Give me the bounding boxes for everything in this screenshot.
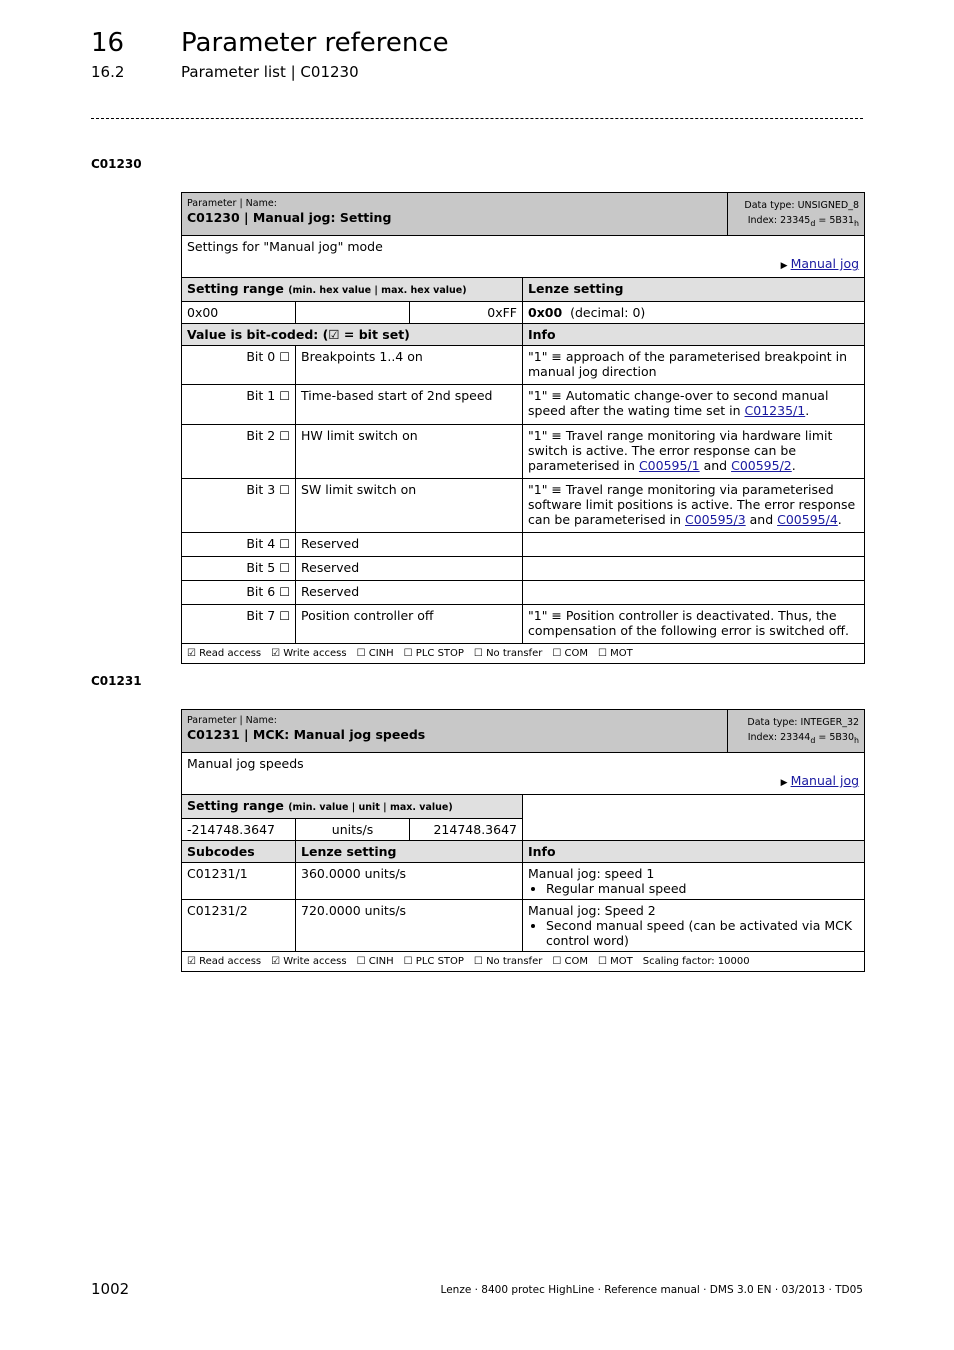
subcode-row [182,900,865,952]
param-name: C01231 | MCK: Manual jog speeds [187,727,426,742]
description-row [182,753,865,795]
checkbox-icon: ☐ [279,561,290,575]
subcode-lenze: 360.0000 units/s [296,863,523,900]
param-name-label: Parameter | Name: [187,198,277,209]
subcode-info-title: Manual jog: speed 1 [528,866,655,881]
bullet-item: • Regular manual speed [546,881,859,896]
page-number: 1002 [91,1280,130,1298]
subcode: C01231/1 [182,863,296,900]
setting-range-header: Setting range (min. hex value | max. hex value) Lenze setting [182,278,865,302]
bit-label: Bit 4 [246,536,276,551]
access-footer [182,644,865,664]
access-flag: ☐ MOT [597,956,633,967]
bit-row [182,581,865,605]
param-link[interactable]: C00595/4 [777,512,838,527]
subcode-lenze: 720.0000 units/s [296,900,523,952]
bit-name: Reserved [296,557,523,581]
subcode-info [523,863,865,900]
bit-name: SW limit switch on [296,479,523,533]
access-flag: ☐ PLC STOP [403,648,464,659]
access-flag: ☐ CINH [356,648,394,659]
bit-number [182,533,296,557]
access-flag: ☑ Read access [187,956,262,967]
header-divider [91,118,863,119]
bit-name: Reserved [296,533,523,557]
col-info: Info [523,841,865,863]
range-min: 0x00 [182,302,296,324]
bit-name: Time-based start of 2nd speed [296,385,523,425]
param-index: Index: $23344_d = 5B30_h$ [747,732,860,745]
bit-info: "1" ≡ Position controller is deactivated. Thus, the compensation of the following error is switched off. [523,605,865,644]
access-flag: ☑ Read access [187,648,262,659]
param-name-label: Parameter | Name: [187,715,277,726]
param-header [182,710,865,753]
anchor-c01231: C01231 [91,674,142,688]
anchor-c01230: C01230 [91,157,142,171]
bit-name: Breakpoints 1..4 on [296,346,523,385]
bit-number [182,557,296,581]
bit-info: "1" ≡ approach of the parameterised breakpoint in manual jog direction [523,346,865,385]
range-unit: units/s [296,819,410,841]
bit-label: Bit 1 [246,388,276,403]
param-link[interactable]: C00595/1 [638,458,700,473]
bit-label: Bit 2 [246,428,276,443]
bit-label: Bit 7 [246,608,276,623]
param-header [182,193,865,236]
access-flag: ☑ Write access [271,956,347,967]
access-flag: ☐ No transfer [473,648,543,659]
access-flag: ☑ Write access [271,648,347,659]
bit-row [182,479,865,533]
access-flag: ☐ CINH [356,956,394,967]
checkbox-icon: ☐ [279,609,290,623]
access-flag: ☐ MOT [597,648,633,659]
bit-number [182,425,296,479]
section-number: 16.2 [91,63,125,81]
access-flag: ☐ COM [552,648,588,659]
access-flag: ☐ PLC STOP [403,956,464,967]
lenze-setting-label: Lenze setting [523,278,865,302]
param-table-c01231 [181,709,865,972]
bit-info [523,581,865,605]
bit-number [182,605,296,644]
bit-name: Reserved [296,581,523,605]
range-max: 214748.3647 [410,819,523,841]
data-type: Data type: UNSIGNED_8 [744,200,860,211]
lenze-value: 0x00 (decimal: 0) [523,302,865,324]
bit-row [182,557,865,581]
bit-number [182,581,296,605]
subcode-bullets [528,918,859,948]
setting-range-row [182,302,865,324]
range-max: 0xFF [410,302,523,324]
param-link[interactable]: C00595/3 [684,512,746,527]
range-min: -214748.3647 [182,819,296,841]
setting-range-header: Setting range (min. value | unit | max. value) [182,795,865,819]
description-row [182,236,865,278]
param-description: Manual jog speeds [187,756,304,771]
col-lenze: Lenze setting [296,841,523,863]
chapter-title: Parameter reference [181,28,449,58]
arrow-right-icon: ▶ [780,261,788,271]
bullet-item: • Second manual speed (can be activated via MCK control word) [546,918,859,948]
bitcoded-label: Value is bit-coded: (☑ = bit set) [182,324,523,346]
subcode-info [523,900,865,952]
bit-info [523,533,865,557]
bit-number [182,479,296,533]
manual-jog-link[interactable]: Manual jog [790,773,860,788]
bit-label: Bit 5 [246,560,276,575]
col-subcodes: Subcodes [182,841,296,863]
checkbox-icon: ☐ [279,429,290,443]
bit-row [182,385,865,425]
access-flag: ☐ No transfer [473,956,543,967]
param-table-c01230 [181,192,865,664]
subcode: C01231/2 [182,900,296,952]
bit-info: "1" ≡ Travel range monitoring via parameterised software limit positions is active. The error response can be parameterised in C00595/3 and C00595/4. [523,479,865,533]
bit-name: Position controller off [296,605,523,644]
access-footer [182,952,865,972]
checkbox-icon: ☐ [279,585,290,599]
bit-row [182,533,865,557]
subcode-row [182,863,865,900]
info-label: Info [523,324,865,346]
arrow-right-icon: ▶ [780,778,788,788]
bit-info: "1" ≡ Automatic change-over to second manual speed after the wating time set in C01235/1. [523,385,865,425]
param-description: Settings for "Manual jog" mode [187,239,383,254]
param-index: Index: $23345_d = 5B31_h$ [747,215,860,228]
bit-label: Bit 3 [246,482,276,497]
access-flag: ☐ COM [552,956,588,967]
page-footer: Lenze · 8400 protec HighLine · Reference manual · DMS 3.0 EN · 03/2013 · TD05 [440,1284,863,1296]
bit-label: Bit 6 [246,584,276,599]
setting-range-label: Setting range [187,281,284,296]
bit-number [182,346,296,385]
chapter-number: 16 [91,28,125,58]
bit-row [182,425,865,479]
bit-name: HW limit switch on [296,425,523,479]
bit-row [182,605,865,644]
subcode-info-title: Manual jog: Speed 2 [528,903,656,918]
bit-row [182,346,865,385]
checkbox-icon: ☐ [279,389,290,403]
bitcoded-header [182,324,865,346]
checkbox-icon: ☐ [279,537,290,551]
checkbox-icon: ☐ [279,350,290,364]
checkbox-icon: ☐ [279,483,290,497]
data-type: Data type: INTEGER_32 [747,717,860,728]
access-flag: Scaling factor: 10000 [642,956,750,967]
bit-number [182,385,296,425]
param-link[interactable]: C00595/2 [731,458,792,473]
bit-info: "1" ≡ Travel range monitoring via hardware limit switch is active. The error response can be parameterised in C00595/1 and C00595/2. [523,425,865,479]
bit-info [523,557,865,581]
manual-jog-link[interactable]: Manual jog [790,256,860,271]
subcode-bullets [528,881,859,896]
param-link[interactable]: C01235/1 [744,403,806,418]
section-title: Parameter list | C01230 [181,63,359,81]
subcodes-header [182,841,865,863]
param-name: C01230 | Manual jog: Setting [187,210,392,225]
setting-range-label: Setting range [187,798,284,813]
bit-label: Bit 0 [246,349,276,364]
